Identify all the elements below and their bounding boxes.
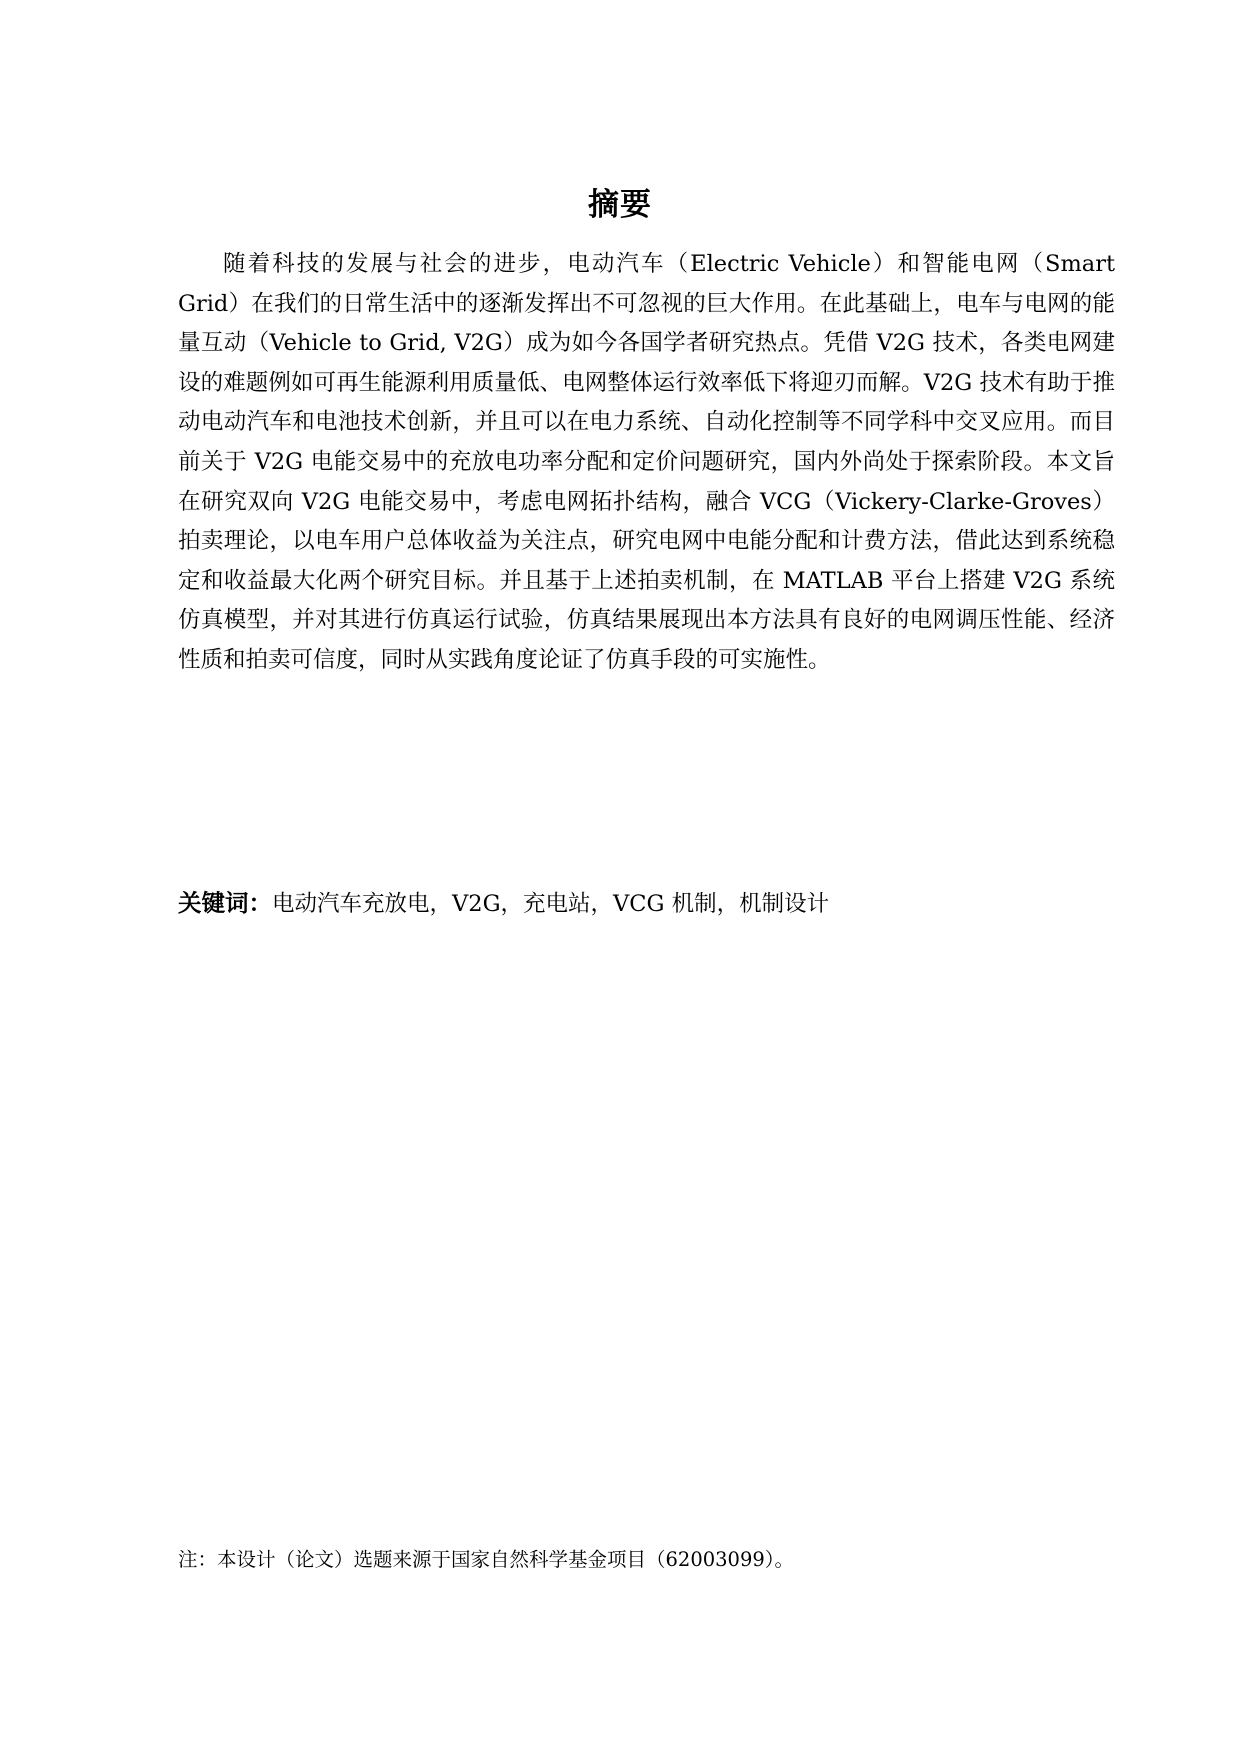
abstract-title: 摘要 [588,187,652,223]
abstract-body: 随着科技的发展与社会的进步，电动汽车（Electric Vehicle）和智能电网（Smart Grid）在我们的日常生活中的逐渐发挥出不可忽视的巨大作用。在此基础上，电车与电网的能量互动（Vehicle to Grid, V2G）成为如今各国学者研究热点。凭借 V2G 技术，各类电网建设的难题例如可再生能源利用质量低、电网整体运行效率低下将迎刃而解。V2G 技术有助于推动电动汽车和电池技术创新，并且可以在电力系统、自动化控制等不同学科中交叉应用。而目前关于 V2G 电能交易中的充放电功率分配和定价问题研究，国内外尚处于探索阶段。本文旨在研究双向 V2G 电能交易中，考虑电网拓扑结构，融合 VCG（Vickery-Clarke-Groves）拍卖理论，以电车用户总体收益为关注点，研究电网中电能分配和计费方法，借此达到系统稳定和收益最大化两个研究目标。并且基于上述拍卖机制，在 MATLAB 平台上搭建 V2G 系统仿真模型，并对其进行仿真运行试验，仿真结果展现出本方法具有良好的电网调压性能、经济性质和拍卖可信度，同时从实践角度论证了仿真手段的可实施性。 [178,251,1115,673]
footnote: 注：本设计（论文）选题来源于国家自然科学基金项目（62003099）。 [178,1548,795,1571]
keywords-label: 关键词： [178,889,272,917]
keywords-line [178,883,1115,924]
keywords-text: 电动汽车充放电，V2G，充电站，VCG 机制，机制设计 [272,891,830,917]
